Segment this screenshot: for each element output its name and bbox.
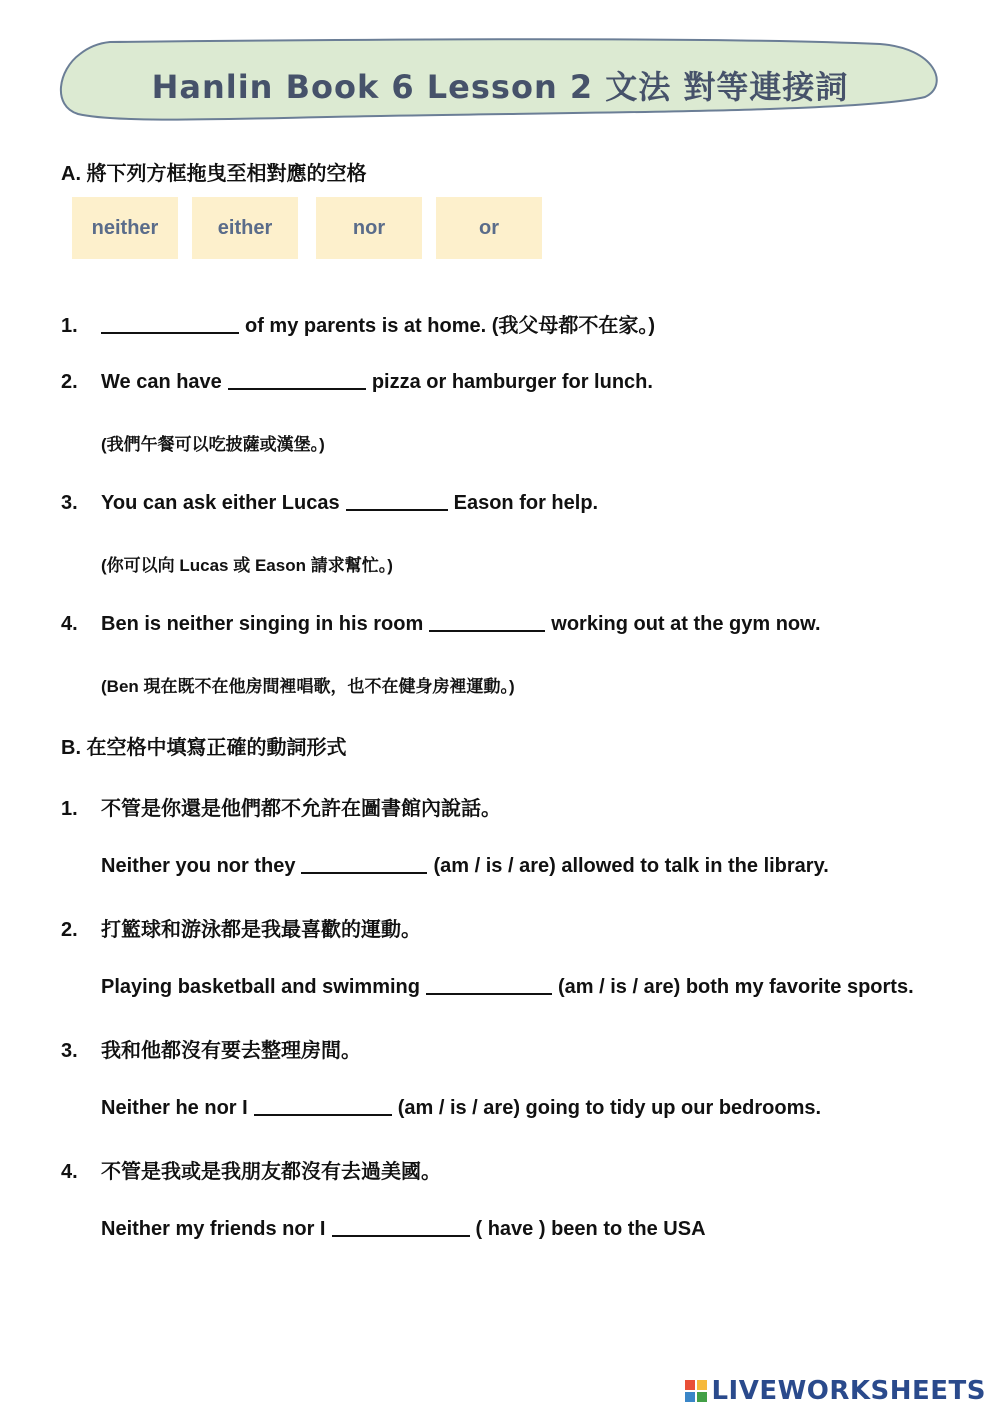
section-a-item-3-note: (你可以向 Lucas 或 Eason 請求幫忙。) xyxy=(101,556,393,575)
section-b-item-3-sentence xyxy=(101,1094,821,1120)
item-text-post: Eason for help. xyxy=(453,492,599,514)
sentence-pre: Playing basketball and swimming xyxy=(101,976,420,998)
section-b-heading: B. 在空格中填寫正確的動詞形式 xyxy=(61,737,347,759)
item-number: 3. xyxy=(61,1040,78,1062)
sentence-post: ( have ) been to the USA xyxy=(475,1218,706,1240)
fill-blank-b2[interactable] xyxy=(426,973,552,995)
sentence-post: (am / is / are) going to tidy up our bedrooms. xyxy=(397,1097,822,1119)
item-number: 2. xyxy=(61,919,78,941)
fill-blank-b1[interactable] xyxy=(301,852,427,874)
section-a-item-3 xyxy=(61,489,598,515)
drop-blank-a1[interactable] xyxy=(101,312,239,334)
drop-blank-a3[interactable] xyxy=(346,489,448,511)
sentence-pre: Neither you nor they xyxy=(101,855,296,877)
sentence-post: (am / is / are) allowed to talk in the library. xyxy=(433,855,829,877)
item-chinese: 我和他都沒有要去整理房間。 xyxy=(101,1040,361,1062)
item-text-pre: We can have xyxy=(101,371,222,393)
section-b-item-4-sentence xyxy=(101,1215,706,1241)
item-text-pre: You can ask either Lucas xyxy=(101,492,340,514)
section-a-item-2-note: (我們午餐可以吃披薩或漢堡。) xyxy=(101,435,325,454)
item-number: 4. xyxy=(61,1161,78,1183)
section-a-item-1 xyxy=(61,309,655,338)
section-a-item-4-note: (Ben 現在既不在他房間裡唱歌，也不在健身房裡運動。) xyxy=(101,677,515,696)
liveworksheets-logo-icon xyxy=(685,1380,707,1402)
answer-chip-neither[interactable]: neither xyxy=(72,197,178,259)
item-text-post: working out at the gym now. xyxy=(551,613,821,635)
logo-text: LIVEWORKSHEETS xyxy=(711,1376,986,1406)
page-title: Hanlin Book 6 Lesson 2 文法 對等連接詞 xyxy=(151,68,849,106)
section-a-item-2 xyxy=(61,368,653,394)
fill-blank-b3[interactable] xyxy=(254,1094,392,1116)
answer-chip-either[interactable]: either xyxy=(192,197,298,259)
item-text-post: of my parents is at home. (我父母都不在家。) xyxy=(245,315,656,337)
answer-chip-or[interactable]: or xyxy=(436,197,542,259)
item-number: 3. xyxy=(61,492,78,514)
fill-blank-b4[interactable] xyxy=(332,1215,470,1237)
section-b-item-4 xyxy=(61,1155,441,1184)
section-b-item-1-sentence xyxy=(101,852,829,878)
sentence-pre: Neither he nor I xyxy=(101,1097,248,1119)
item-number: 2. xyxy=(61,371,78,393)
sentence-post: (am / is / are) both my favorite sports. xyxy=(557,976,914,998)
drop-blank-a4[interactable] xyxy=(429,610,545,632)
item-text-pre: Ben is neither singing in his room xyxy=(101,613,424,635)
item-text-post: pizza or hamburger for lunch. xyxy=(371,371,653,393)
answer-chip-nor[interactable]: nor xyxy=(316,197,422,259)
section-b-item-1 xyxy=(61,792,501,821)
item-number: 1. xyxy=(61,315,78,337)
section-b-item-2 xyxy=(61,913,421,942)
section-b-item-3 xyxy=(61,1034,361,1063)
item-chinese: 不管是你還是他們都不允許在圖書館內說話。 xyxy=(101,798,501,820)
item-number: 4. xyxy=(61,613,78,635)
sentence-pre: Neither my friends nor I xyxy=(101,1218,326,1240)
item-chinese: 打籃球和游泳都是我最喜歡的運動。 xyxy=(101,919,421,941)
section-a-item-4 xyxy=(61,610,821,636)
liveworksheets-logo[interactable] xyxy=(685,1376,986,1406)
section-a-heading: A. 將下列方框拖曳至相對應的空格 xyxy=(61,163,367,185)
item-chinese: 不管是我或是我朋友都沒有去過美國。 xyxy=(101,1161,441,1183)
drop-blank-a2[interactable] xyxy=(228,368,366,390)
item-number: 1. xyxy=(61,798,78,820)
section-b-item-2-sentence xyxy=(101,973,914,999)
